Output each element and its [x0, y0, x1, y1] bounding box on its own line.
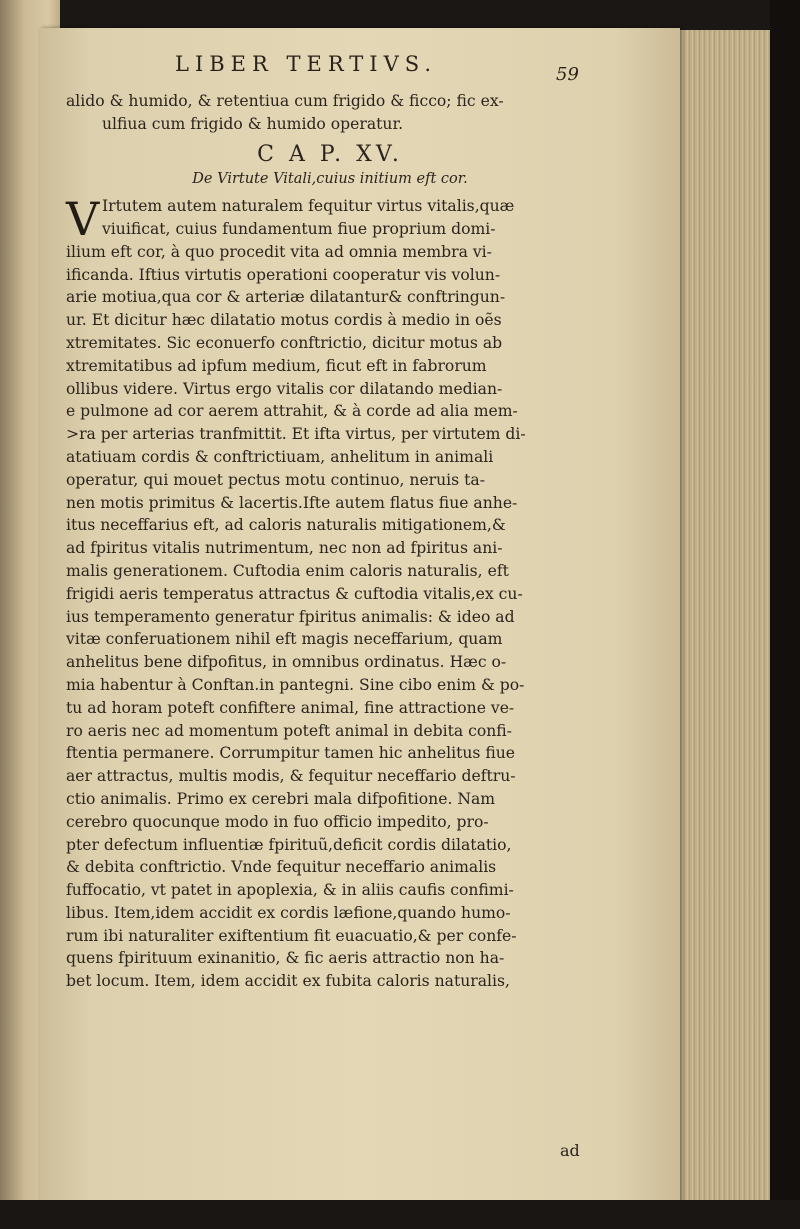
text-line: mia habentur à Conftan.in pantegni. Sine cibo enim & po- [66, 675, 525, 694]
chapter-subtitle: De Virtute Vitali,cuius initium eft cor. [192, 171, 468, 188]
text-line: tu ad horam poteft confiftere animal, fine attractione ve- [66, 698, 515, 717]
second-paragraph-line: viuificat, cuius fundamentum fiue proprium domi- [102, 219, 496, 238]
text-line: ro aeris nec ad momentum poteft animal in debita confi- [66, 721, 512, 740]
opening-line-1: alido & humido, & retentiua cum frigido & ficco; fic ex- [66, 92, 504, 110]
text-line: ad fpiritus vitalis nutrimentum, nec non ad fpiritus ani- [66, 539, 503, 558]
text-line: vitæ conferuationem nihil eft magis neceffarium, quam [66, 630, 503, 649]
text-line: ificanda. Iftius virtutis operationi cooperatur vis volun- [66, 265, 501, 284]
page-text [66, 90, 594, 993]
text-line: quens fpirituum exinanitio, & fic aeris attractio non ha- [66, 949, 505, 968]
text-line: xtremitates. Sic econuerfo conftrictio, dicitur motus ab [66, 333, 503, 352]
text-line: atatiuam cordis & conftrictiuam, anhelitum in animali [66, 447, 494, 466]
text-line: malis generationem. Cuftodia enim caloris naturalis, eft [66, 561, 509, 580]
text-line: rum ibi naturaliter exiftentium fit euacuatio,& per confe- [66, 926, 517, 945]
text-line: bet locum. Item, idem accidit ex fubita caloris naturalis, [66, 972, 510, 991]
text-line: pter defectum influentiæ fpirituũ,deficit cordis dilatatio, [66, 835, 512, 854]
page-number: 59 [556, 64, 579, 85]
text-line: itus neceffarius eft, ad caloris naturalis mitigationem,& [66, 516, 506, 535]
page-stack-edge [676, 30, 772, 1210]
body-lines [66, 241, 594, 993]
running-title: LIBER TERTIVS. [175, 52, 438, 76]
text-line: aer attractus, multis modis, & fequitur neceffario deftru- [66, 767, 516, 786]
drop-cap: V [66, 192, 100, 247]
bottom-shadow [0, 1200, 800, 1229]
chapter-heading: C A P. XV. [257, 141, 403, 167]
text-line: >ra per arterias tranfmittit. Et ifta virtus, per virtutem di- [66, 425, 526, 444]
text-line: frigidi aeris temperatus attractus & cuftodia vitalis,ex cu- [66, 584, 523, 603]
text-line: ur. Et dicitur hæc dilatatio motus cordis à medio in oẽs [66, 311, 502, 330]
opening-line-2: ulfiua cum frigido & humido operatur. [102, 114, 404, 133]
text-line: arie motiua,qua cor & arteriæ dilatantur& conftringun- [66, 288, 506, 307]
text-line: ollibus videre. Virtus ergo vitalis cor dilatando median- [66, 379, 503, 398]
binding-shadow [770, 0, 800, 1229]
first-line-text: Irtutem autem naturalem fequitur virtus vitalis,quæ [102, 197, 515, 216]
text-line: operatur, qui mouet pectus motu continuo, neruis ta- [66, 470, 485, 489]
text-line: ctio animalis. Primo ex cerebri mala difpofitione. Nam [66, 789, 496, 808]
text-line: ius temperamento generatur fpiritus animalis: & ideo ad [66, 607, 515, 626]
text-line: e pulmone ad cor aerem attrahit, & à corde ad alia mem- [66, 402, 518, 421]
text-line: nen motis primitus & lacertis.Ifte autem flatus fiue anhe- [66, 493, 518, 512]
text-line: & debita conftrictio. Vnde fequitur neceffario animalis [66, 858, 497, 877]
text-line: libus. Item,idem accidit ex cordis læfione,quando humo- [66, 903, 511, 922]
text-line: fuffocatio, vt patet in apoplexia, & in aliis caufis confimi- [66, 881, 514, 900]
catchword: ad [560, 1141, 580, 1160]
text-line: xtremitatibus ad ipfum medium, ficut eft in fabrorum [66, 356, 487, 375]
text-line: ftentia permanere. Corrumpitur tamen hic anhelitus fiue [66, 744, 516, 763]
text-line: ilium eft cor, à quo procedit vita ad omnia membra vi- [66, 242, 492, 261]
text-line: cerebro quocunque modo in fuo officio impedito, pro- [66, 812, 489, 831]
text-line: anhelitus bene difpofitus, in omnibus ordinatus. Hæc o- [66, 653, 507, 672]
